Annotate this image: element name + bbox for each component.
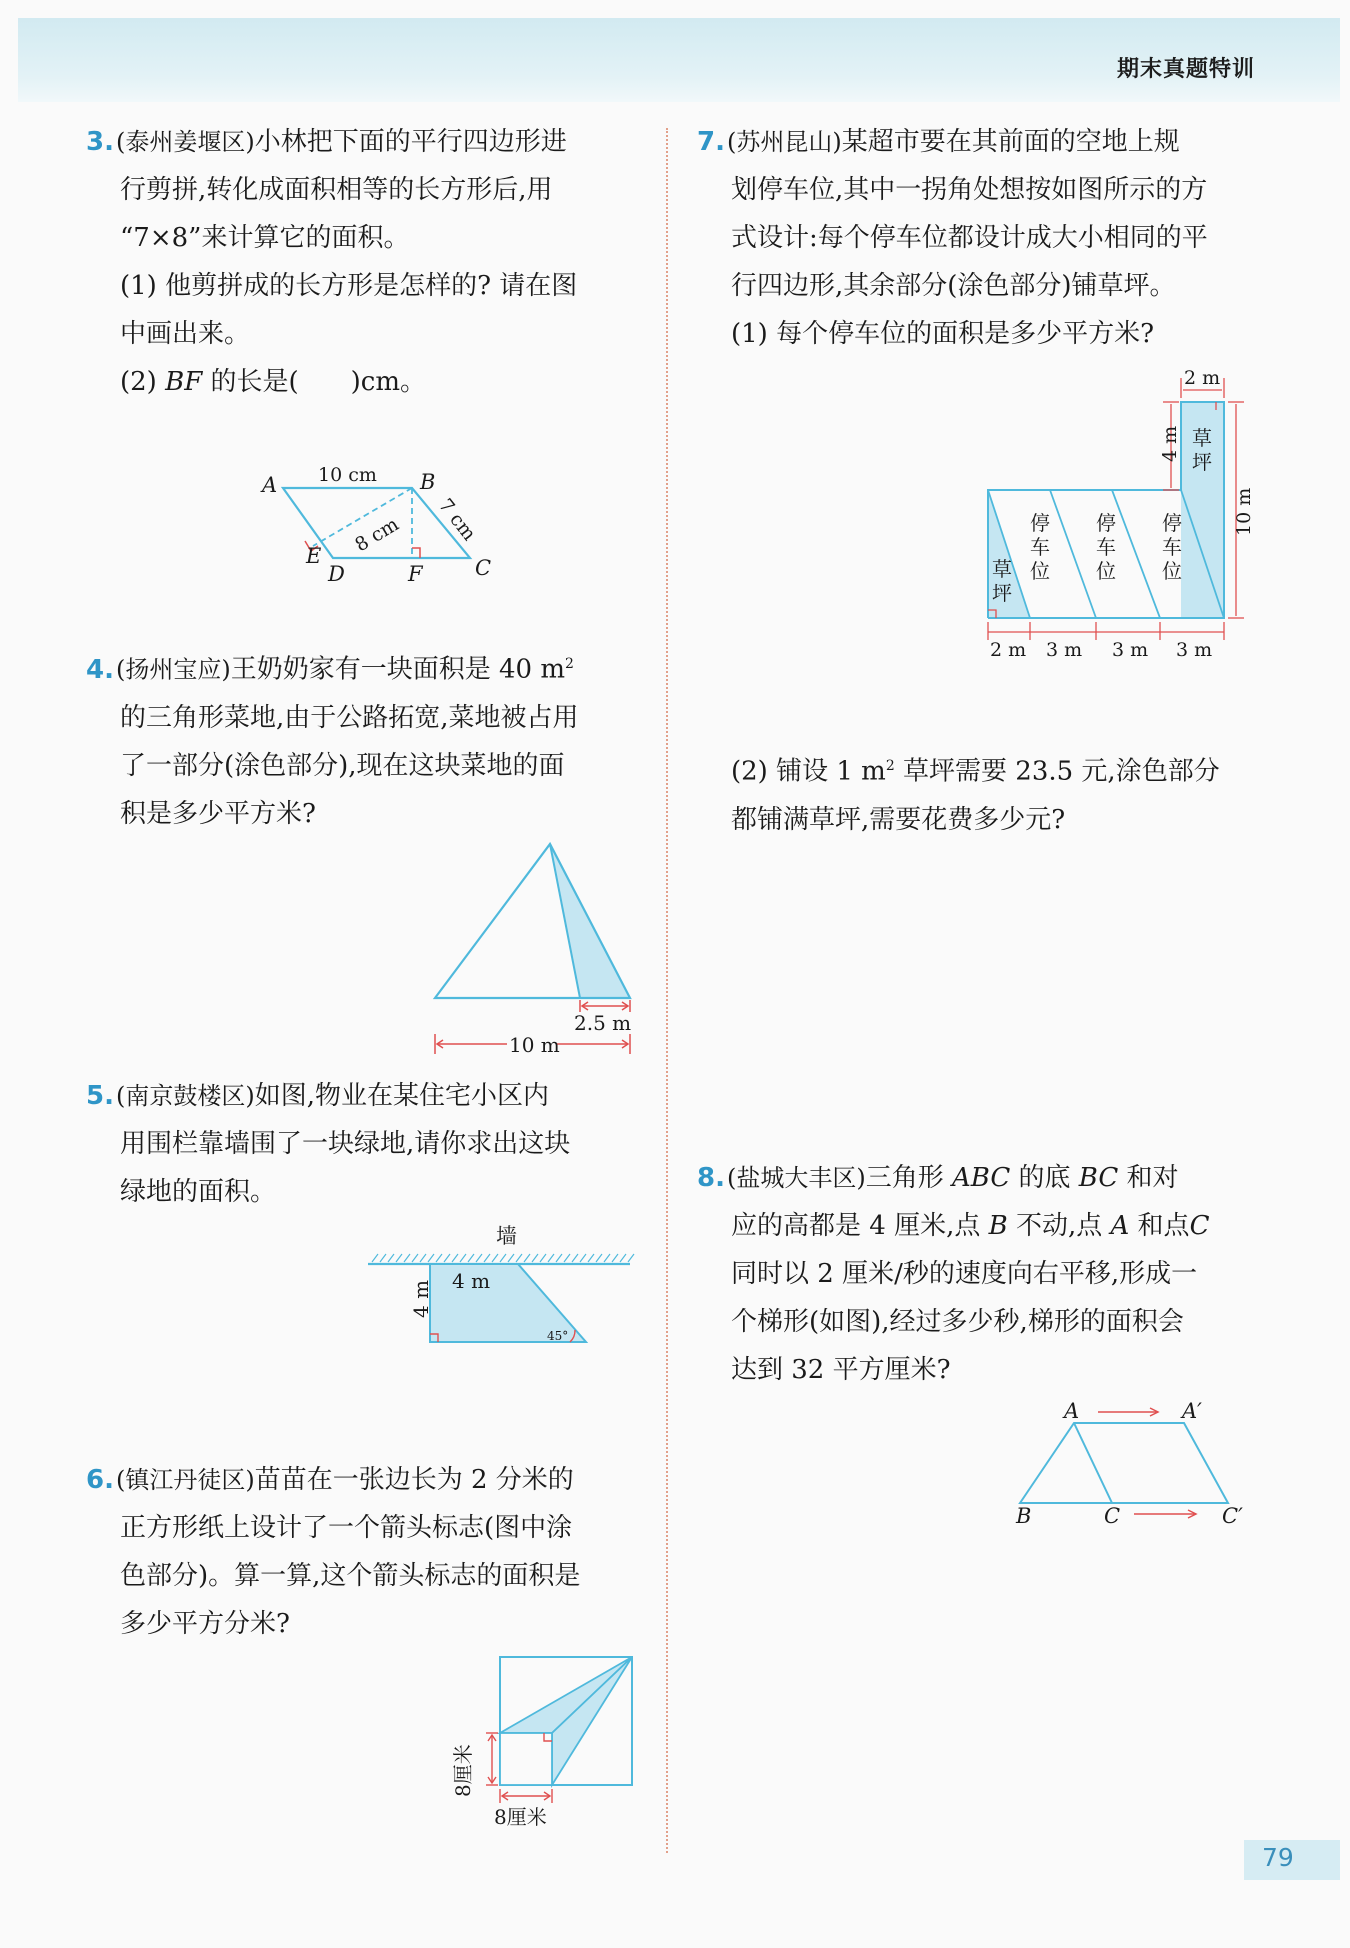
top-width: 2 m — [1184, 367, 1221, 389]
question-source: (苏州昆山) — [726, 128, 842, 156]
label-C-prime: C′ — [1222, 1504, 1243, 1528]
sub-question-2-cont: 都铺满草坪,需要花费多少元? — [731, 804, 1066, 835]
top-length: 10 cm — [318, 464, 377, 486]
question-number: 5. — [86, 1081, 114, 1111]
base-length: 10 m — [509, 1033, 560, 1057]
question-text: 小林把下面的平行四边形进 — [254, 127, 567, 157]
question-text: 如图,物业在某住宅小区内 — [254, 1081, 549, 1111]
sub-question-1: (1) 他剪拼成的长方形是怎样的? 请在图 — [120, 271, 578, 301]
question-text: 个梯形(如图),经过多少秒,梯形的面积会 — [731, 1307, 1184, 1337]
sub-question-2: (2) BF 的长是( )cm。 — [120, 367, 427, 397]
question-text: 划停车位,其中一拐角处想按如图所示的方 — [731, 175, 1208, 205]
question-number: 3. — [86, 127, 114, 157]
question-text: 正方形纸上设计了一个箭头标志(图中涂 — [120, 1513, 573, 1543]
question-text: 的三角形菜地,由于公路拓宽,菜地被占用 — [120, 702, 579, 733]
question-number: 8. — [697, 1163, 725, 1193]
bottom-label: 2 m — [990, 639, 1027, 661]
parking-label: 停车位 — [1162, 511, 1182, 583]
question-text: 王奶奶家有一块面积是 40 m — [230, 654, 565, 685]
total-height: 10 m — [1233, 487, 1255, 536]
question-source: (泰州姜堰区) — [115, 128, 255, 156]
question-text: 达到 32 平方厘米? — [731, 1355, 951, 1385]
question-text: 积是多少平方米? — [120, 798, 316, 829]
label-E: E — [306, 544, 322, 568]
label-D: D — [328, 562, 345, 586]
grass-top-label: 草坪 — [1192, 426, 1212, 474]
sub-question-1-cont: 中画出来。 — [120, 319, 251, 349]
question-text: 绿地的面积。 — [120, 1177, 277, 1207]
sub-question-2: (2) 铺设 1 $m^2$ 草坪需要 23.5 元,涂色部分 — [731, 756, 1220, 787]
small-length: 2.5 m — [574, 1011, 632, 1035]
question-text: 同时以 2 厘米/秒的速度向右平移,形成一 — [731, 1259, 1198, 1289]
label-A: A — [262, 473, 278, 497]
question-4: 4.(扬州宝应)王奶奶家有一块面积是 40 $m^2$ 的三角形菜地,由于公路拓宽,菜地被占用 了一部分(涂色部分),现在这块菜地的面 积是多少平方米? — [86, 640, 636, 838]
label-A-prime: A′ — [1182, 1399, 1202, 1423]
question-number: 6. — [86, 1465, 114, 1495]
question-8: 8.(盐城大丰区)三角形 ABC 的底 BC 和对 应的高都是 4 厘米,点 B 不动,点 A 和点C 同时以 2 厘米/秒的速度向右平移,形成一 个梯形(如图),经过多少秒,梯形的面积会 达到 32 平方厘米? — [697, 1154, 1257, 1394]
label-A: A — [1064, 1399, 1080, 1423]
question-source: (盐城大丰区) — [726, 1164, 866, 1192]
question-text: 多少平方分米? — [120, 1609, 290, 1639]
bottom-label: 3 m — [1112, 639, 1149, 661]
question-number: 4. — [86, 654, 114, 685]
question-source: (扬州宝应) — [115, 655, 231, 684]
question-text: “7×8”来计算它的面积。 — [120, 223, 410, 253]
question-source: (南京鼓楼区) — [115, 1082, 255, 1110]
side-horizontal: 8厘米 — [494, 1805, 547, 1829]
question-text: 行剪拼,转化成面积相等的长方形后,用 — [120, 175, 553, 205]
label-C: C — [475, 556, 492, 580]
page-number: 79 — [1262, 1843, 1294, 1872]
parking-label: 停车位 — [1030, 511, 1050, 583]
label-F: F — [408, 562, 423, 586]
side-length: 7 cm — [434, 494, 481, 545]
question-text: 用围栏靠墙围了一块绿地,请你求出这块 — [120, 1129, 571, 1159]
bottom-label: 3 m — [1046, 639, 1083, 661]
sub-question-1: (1) 每个停车位的面积是多少平方米? — [731, 319, 1155, 349]
question-text: 苗苗在一张边长为 2 分米的 — [254, 1465, 574, 1495]
parking-label: 停车位 — [1096, 511, 1116, 583]
label-C: C — [1104, 1504, 1121, 1528]
side-vertical: 8厘米 — [451, 1744, 475, 1797]
question-source: (镇江丹徒区) — [115, 1466, 255, 1494]
grass-left-label: 草坪 — [992, 557, 1012, 605]
question-text: 式设计:每个停车位都设计成大小相同的平 — [731, 223, 1208, 253]
section-title: 期末真题特训 — [1116, 57, 1255, 82]
label-B: B — [420, 470, 436, 494]
top-length: 4 m — [452, 1269, 491, 1293]
angle-label: 45° — [547, 1329, 569, 1343]
height-length: 8 cm — [351, 513, 403, 557]
question-text: 某超市要在其前面的空地上规 — [841, 127, 1180, 157]
side-length: 4 m — [409, 1279, 433, 1318]
top-height: 4 m — [1159, 425, 1181, 462]
bottom-label: 3 m — [1176, 639, 1213, 661]
label-B: B — [1016, 1504, 1032, 1528]
question-text: 行四边形,其余部分(涂色部分)铺草坪。 — [731, 271, 1176, 301]
question-number: 7. — [697, 127, 725, 157]
question-text: 应的高都是 4 厘米,点 B 不动,点 A 和点C — [731, 1211, 1210, 1241]
question-text: 了一部分(涂色部分),现在这块菜地的面 — [120, 750, 565, 781]
question-text: 色部分)。算一算,这个箭头标志的面积是 — [120, 1561, 581, 1591]
wall-label: 墙 — [496, 1224, 517, 1248]
